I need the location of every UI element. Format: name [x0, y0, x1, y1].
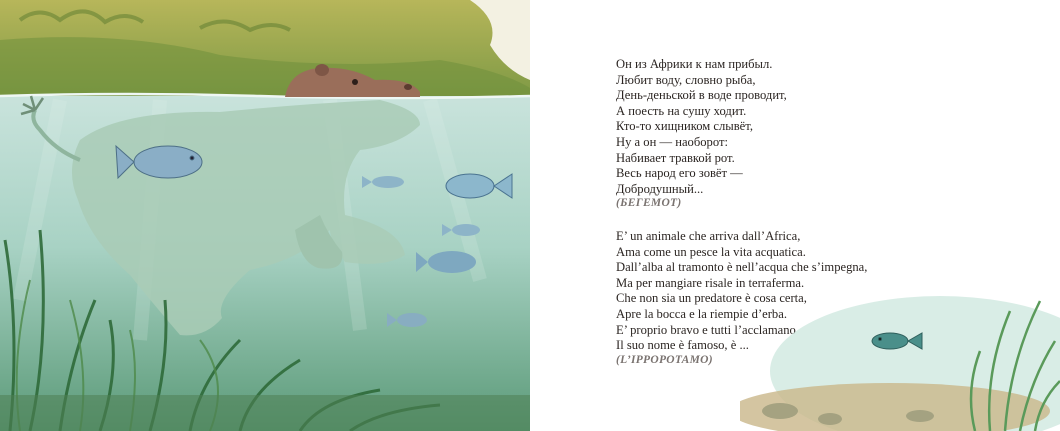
poem-line: Набивает травкой рот.	[616, 150, 735, 165]
seabed	[0, 395, 530, 431]
poem-line: Che non sia un predatore è cosa certa,	[616, 291, 807, 306]
poem-line: А поесть на сушу ходит.	[616, 103, 747, 118]
poem-line: Ama come un pesce la vita acquatica.	[616, 244, 806, 259]
poem-line: День-деньской в воде проводит,	[616, 88, 787, 103]
hippo-nostril	[404, 84, 412, 90]
poem-line: E’ un animale che arriva dall’Africa,	[616, 229, 801, 243]
poem-line: Ma per mangiare risale in terraferma.	[616, 275, 805, 290]
hippo-eye	[352, 79, 358, 85]
answer-italian: (L’IPPOPOTAMO)	[616, 354, 713, 366]
poem-line: Добродушный...	[616, 181, 704, 196]
poem-line: Кто-то хищником слывёт,	[616, 119, 753, 134]
poem-line: Весь народ его зовёт —	[616, 166, 743, 181]
text-page	[530, 0, 1060, 431]
poem-line: Ну а он — наоборот:	[616, 134, 728, 149]
answer-russian: (БЕГЕМОТ)	[616, 197, 682, 209]
corner-vignette	[740, 261, 1060, 431]
poem-russian	[616, 57, 787, 197]
poem-line: Il suo nome è famoso, è ...	[616, 338, 749, 353]
hippo-ear	[315, 64, 329, 76]
poem-line: Dall’alba al tramonto è nell’acqua che s’impegna,	[616, 260, 868, 275]
poem-line: Любит воду, словно рыба,	[616, 72, 756, 87]
poem-line: E’ proprio bravo e tutti l’acclamano	[616, 322, 796, 337]
poem-line: Он из Африки к нам прибыл.	[616, 57, 773, 71]
poem-line: Apre la bocca e la riempie d’erba.	[616, 306, 787, 321]
